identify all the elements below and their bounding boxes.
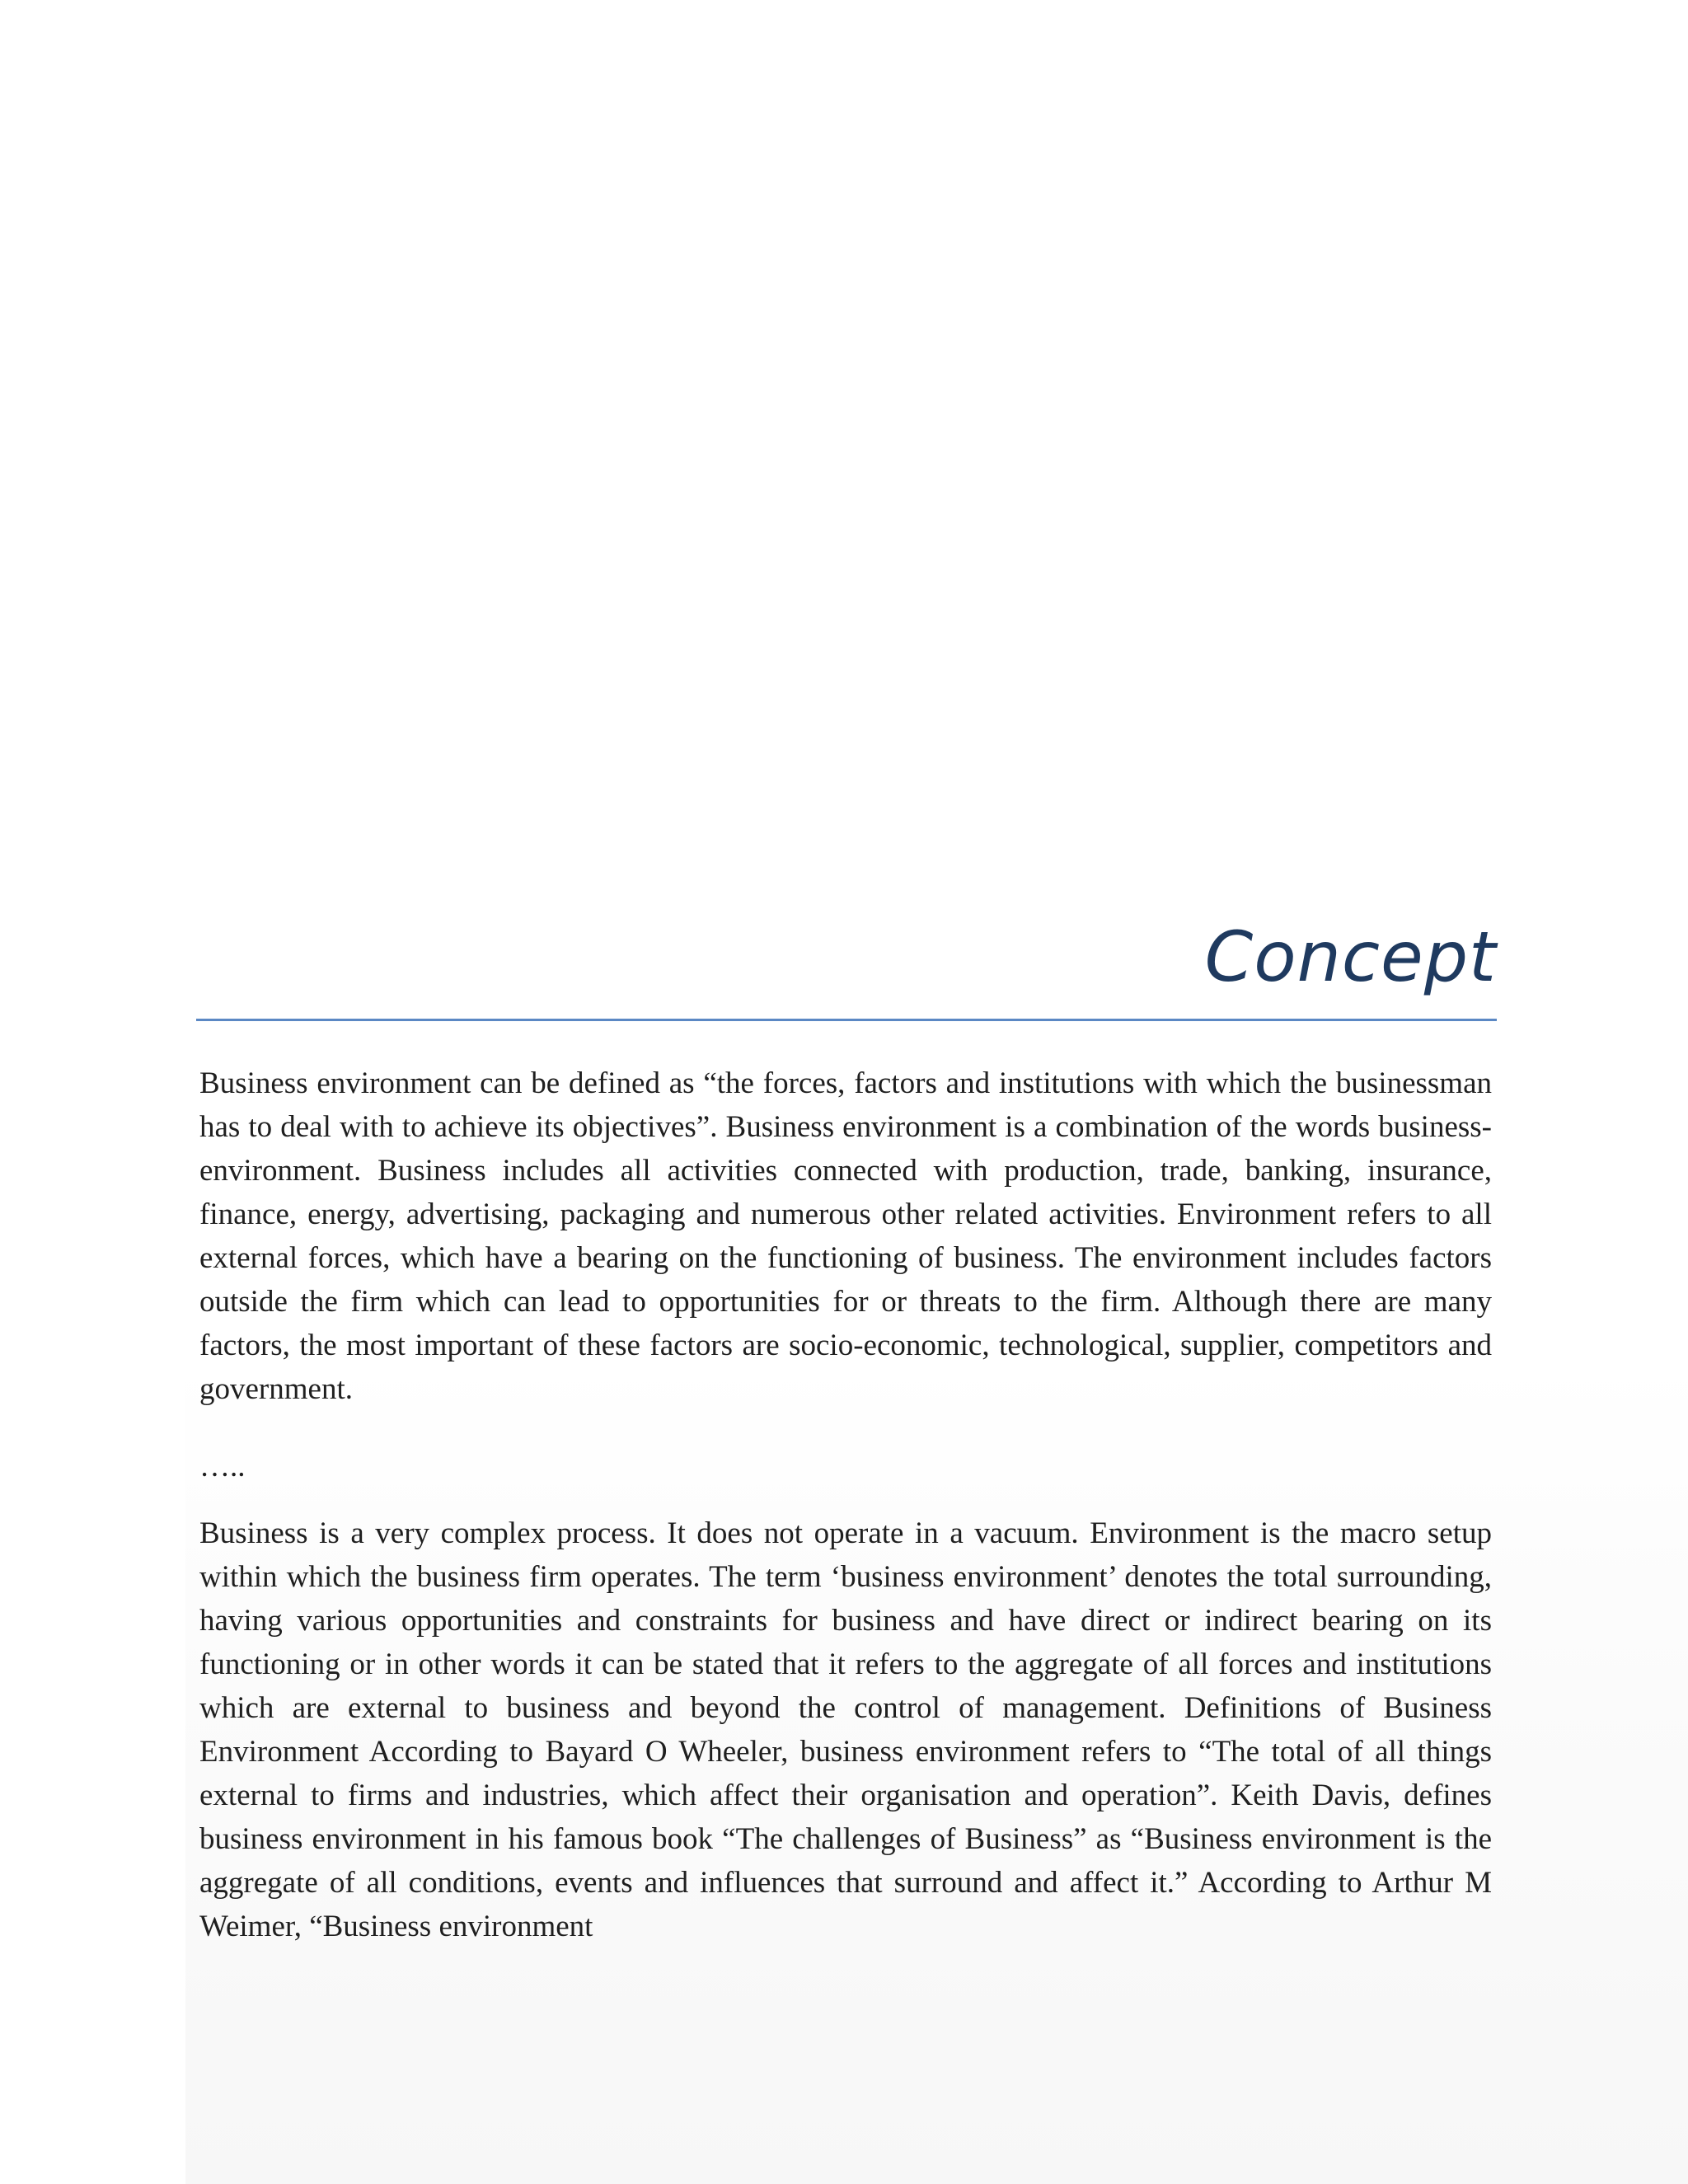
ellipsis-separator: ….. [199, 1450, 246, 1483]
paragraph-complex-process: Business is a very complex process. It does not operate in a vacuum. Environment is the macro setup within which the business firm operates. The term ‘business environment’ denotes the total surrounding, having various opportunities and constraints for business and have direct or indirect bearing on its functioning or in other words it can be stated that it refers to the aggregate of all forces and institutions which are external to business and beyond the control of management. Definitions of Business Environment According to Bayard O Wheeler, business environment refers to “The total of all things external to firms and industries, which affect their organisation and operation”. Keith Davis, defines business environment in his famous book “The challenges of Business” as “Business environment is the aggregate of all conditions, events and influences that surround and affect it.” According to Arthur M Weimer, “Business environment [199, 1516, 1492, 1943]
title-underline [196, 1019, 1497, 1021]
section-title: Concept [1204, 916, 1497, 997]
paragraph-definition: Business environment can be defined as “the forces, factors and institutions with which the businessman has to deal with to achieve its objectives”. Business environment is a combination of the words business-environment. Business includes all activities connected with production, trade, banking, insurance, finance, energy, advertising, packaging and numerous other related activities. Environment refers to all external forces, which have a bearing on the functioning of business. The environment includes factors outside the firm which can lead to opportunities for or threats to the firm. Although there are many factors, the most important of these factors are socio-economic, technological, supplier, competitors and government. [199, 1066, 1492, 1406]
